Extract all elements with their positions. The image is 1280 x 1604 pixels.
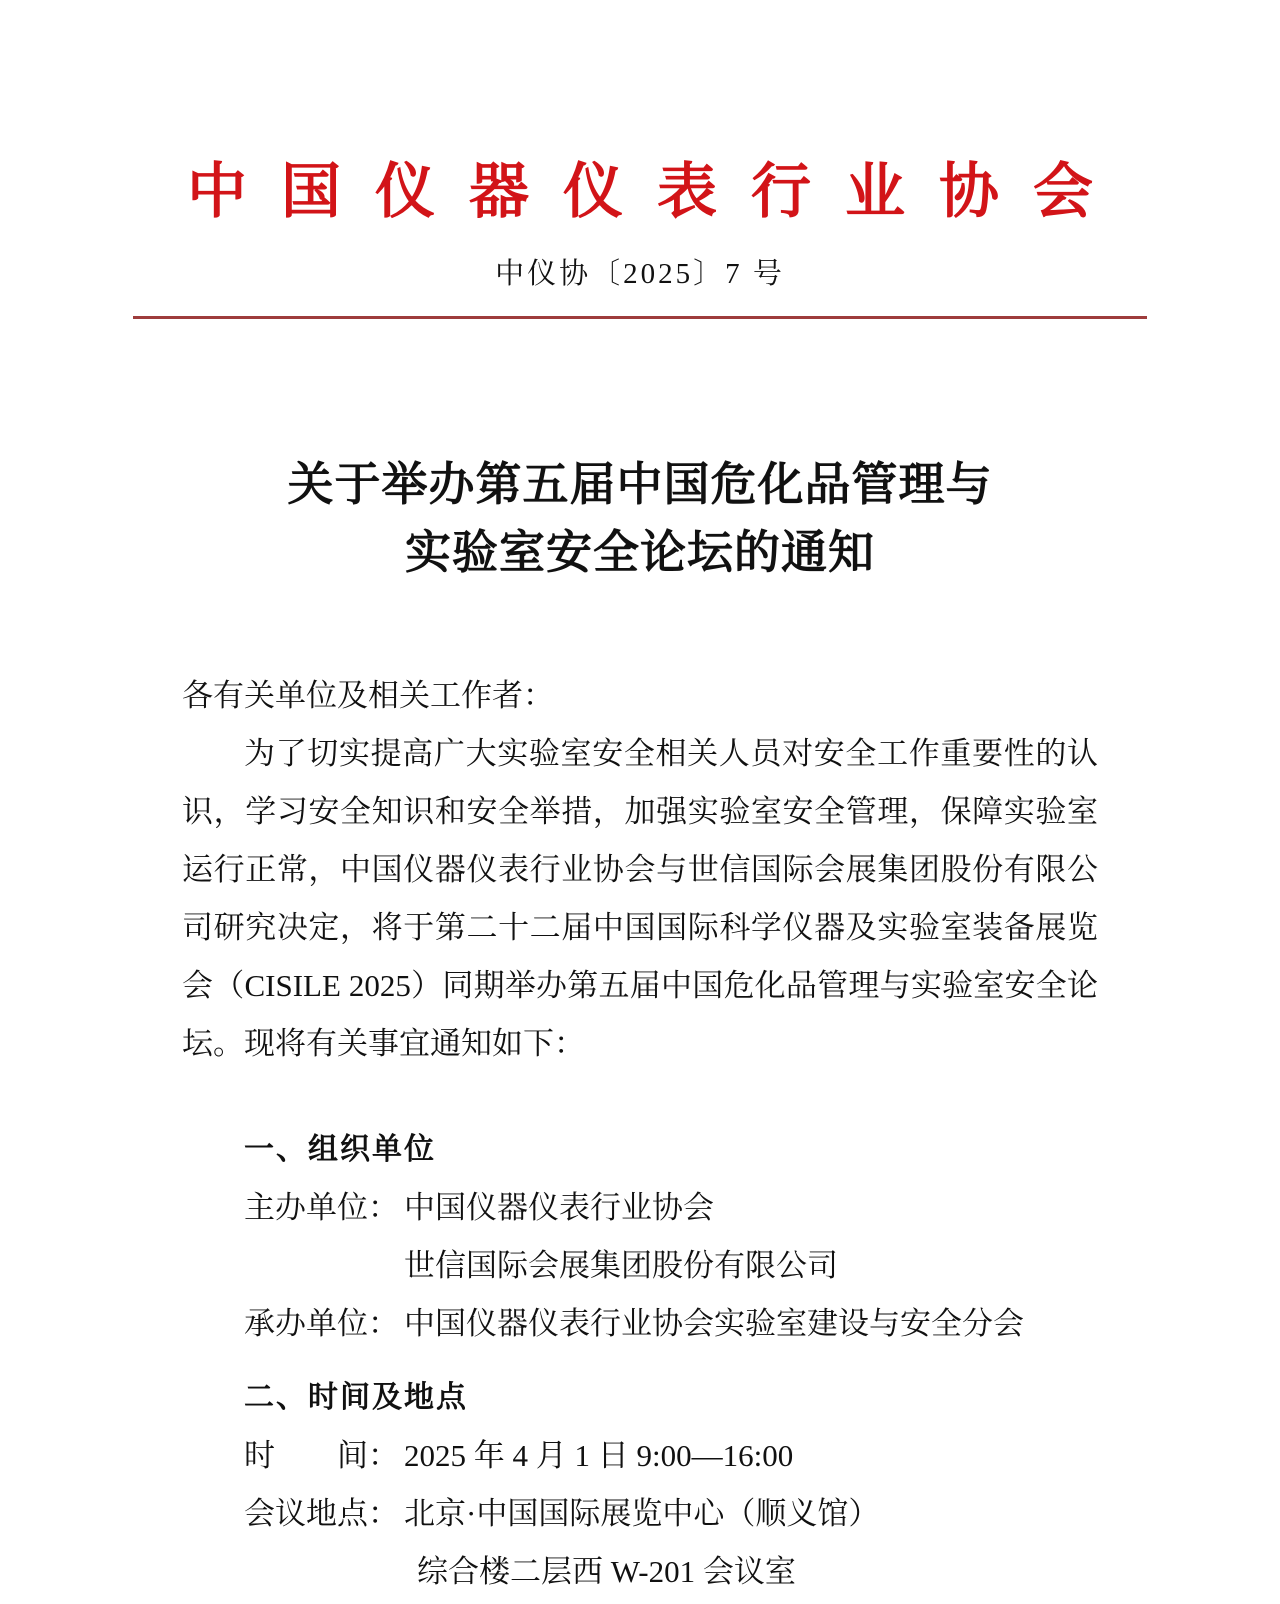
document-body bbox=[182, 667, 1098, 1601]
place-label: 会议地点： bbox=[244, 1496, 399, 1531]
document-title-line1: 关于举办第五届中国危化品管理与 bbox=[287, 459, 993, 510]
salutation: 各有关单位及相关工作者： bbox=[182, 678, 554, 713]
host-label: 主办单位： bbox=[244, 1190, 399, 1225]
intro-paragraph: 为了切实提高广大实验室安全相关人员对安全工作重要性的认识，学习安全知识和安全举措，加强实验室安全管理，保障实验室运行正常，中国仪器仪表行业协会与世信国际会展集团股份有限公司研究决定，将于第二十二届中国国际科学仪器及实验室装备展览会（CISILE 2025）同期举办第五届中国危化品管理与实验室安全论坛。现将有关事宜通知如下： bbox=[182, 736, 1098, 1061]
time-row bbox=[244, 1427, 1098, 1485]
undertaker-value: 中国仪器仪表行业协会实验室建设与安全分会 bbox=[404, 1306, 1024, 1341]
host-value-2: 世信国际会展集团股份有限公司 bbox=[404, 1248, 838, 1283]
place-value: 北京·中国国际展览中心（顺义馆） bbox=[404, 1496, 880, 1531]
undertaker-label: 承办单位： bbox=[244, 1306, 399, 1341]
section-heading-time-place: 二、时间及地点 bbox=[244, 1381, 468, 1414]
letterhead-org-name bbox=[0, 156, 1280, 228]
letterhead-rule bbox=[133, 316, 1147, 319]
host-row-2 bbox=[244, 1237, 1098, 1295]
undertaker-row bbox=[244, 1295, 1098, 1353]
host-value-1: 中国仪器仪表行业协会 bbox=[404, 1190, 714, 1225]
place-value-line2: 综合楼二层西 W-201 会议室 bbox=[417, 1554, 796, 1589]
section-heading-organizers: 一、组织单位 bbox=[244, 1133, 436, 1166]
host-row bbox=[244, 1179, 1098, 1237]
document-title bbox=[0, 451, 1280, 587]
time-value: 2025 年 4 月 1 日 9:00—16:00 bbox=[404, 1438, 794, 1473]
document-title-line2: 实验室安全论坛的通知 bbox=[405, 527, 875, 578]
letterhead-org-name-text: 中国仪器仪表行业协会 bbox=[187, 159, 1127, 225]
place-row bbox=[244, 1485, 1098, 1543]
host-label-spacer bbox=[244, 1237, 404, 1295]
time-label: 时 间： bbox=[244, 1438, 399, 1473]
document-number: 中仪协〔2025〕7 号 bbox=[495, 258, 785, 290]
